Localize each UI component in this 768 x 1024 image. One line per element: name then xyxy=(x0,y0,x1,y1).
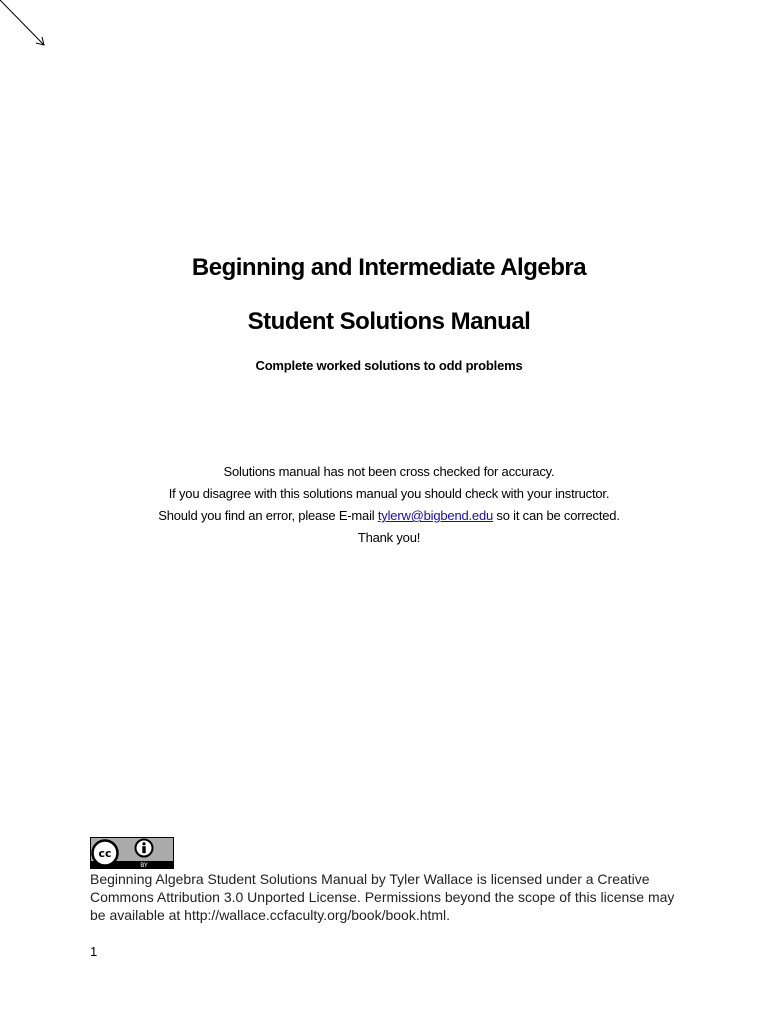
accuracy-notice xyxy=(0,461,768,549)
document-subtitle-heading: Student Solutions Manual xyxy=(247,308,531,335)
document-title: Beginning and Intermediate Algebra xyxy=(191,254,587,281)
document-description: Complete worked solutions to odd problems xyxy=(255,358,523,373)
diagonal-arrow-icon xyxy=(0,0,60,60)
notice-line-3 xyxy=(0,505,768,527)
page-number: 1 xyxy=(90,944,98,959)
notice-line-3-suffix: so it can be corrected. xyxy=(493,508,620,523)
notice-line-2: If you disagree with this solutions manual you should check with your instructor. xyxy=(168,486,610,501)
cc-by-license-badge-icon xyxy=(90,837,174,869)
by-badge-text: BY xyxy=(140,862,148,869)
notice-line-4: Thank you! xyxy=(357,530,421,545)
cc-badge-text: cc xyxy=(98,847,112,860)
notice-line-3-prefix: Should you find an error, please E-mail xyxy=(158,508,378,523)
email-link[interactable]: tylerw@bigbend.edu xyxy=(377,508,494,523)
notice-line-1: Solutions manual has not been cross checked for accuracy. xyxy=(223,464,555,479)
license-statement: Beginning Algebra Student Solutions Manual by Tyler Wallace is licensed under a Creative Commons Attribution 3.0 Unported License. Permissions beyond the scope of this license may be available at http://wallace.ccfaculty.org/book/book.html. xyxy=(90,871,675,923)
